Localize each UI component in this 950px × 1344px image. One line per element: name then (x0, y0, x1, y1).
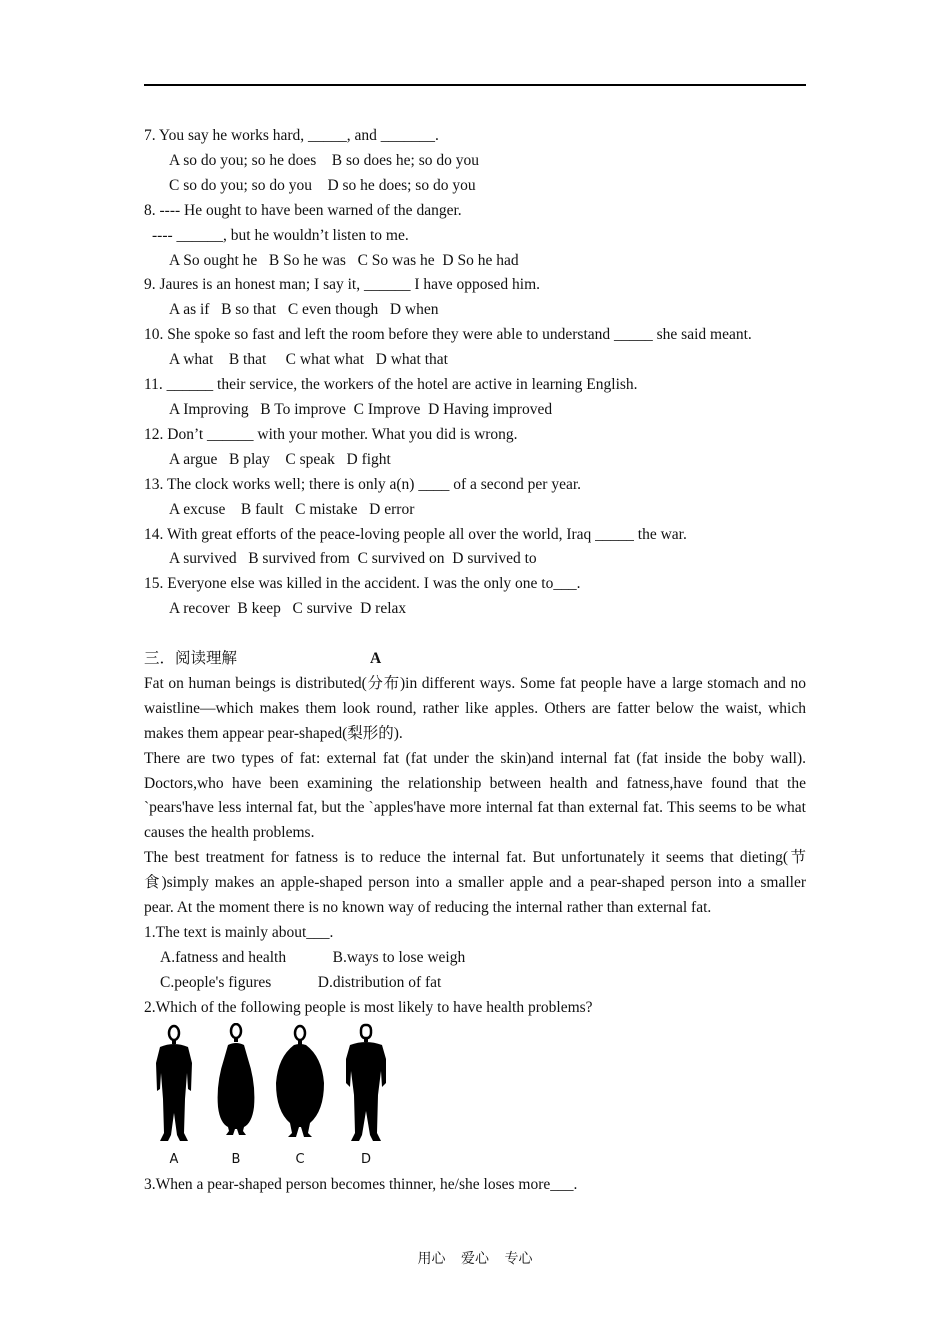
question-stem: 14. With great efforts of the peace-loving people all over the world, Iraq _____ the war. (144, 525, 687, 543)
document-body (144, 124, 806, 1198)
figure-b (210, 1023, 262, 1173)
passage-paragraph: The best treatment for fatness is to reduce the internal fat. But unfortunately it seems that dieting(节食)simply makes an apple-shaped person into a smaller apple and a pear-shaped person into a smaller pear. At the moment there is no known way of reducing the internal rather than external fat. (144, 849, 806, 917)
header-rule (144, 84, 806, 86)
question-8 (144, 199, 806, 274)
body-silhouette-c-icon (274, 1023, 326, 1153)
question-options: A Improving B To improve C Improve D Having improved (169, 400, 553, 418)
body-silhouette-a-icon (148, 1023, 200, 1153)
passage-paragraph: Fat on human beings is distributed(分布)in different ways. Some fat people have a large stomach and no waistline—which makes them look round, rather like apples. Others are fatter below the waist, which makes them appear pear-shaped(梨形的). (144, 674, 806, 742)
question-stem: 11. ______ their service, the workers of the hotel are active in learning English. (144, 376, 638, 394)
question-options: A survived B survived from C survived on D survived to (169, 550, 537, 568)
reading-question-1: 1.The text is mainly about___. (144, 923, 334, 941)
body-shape-figures (144, 1023, 806, 1173)
question-stem: 7. You say he works hard, _____, and _______. (144, 127, 439, 144)
figure-label: A (169, 1151, 179, 1167)
question-stem: 10. She spoke so fast and left the room before they were able to understand _____ she said meant. (144, 326, 752, 344)
question-13 (144, 473, 806, 523)
body-silhouette-d-icon (340, 1023, 392, 1153)
question-stem: 13. The clock works well; there is only a(n) ____ of a second per year. (144, 475, 582, 493)
question-stem: 15. Everyone else was killed in the accident. I was the only one to___. (144, 575, 581, 593)
question-14 (144, 523, 806, 573)
question-stem: 12. Don’t ______ with your mother. What you did is wrong. (144, 425, 518, 443)
reading-question-1-options: C.people's figures D.distribution of fat (160, 973, 442, 991)
figure-c (274, 1023, 326, 1173)
question-options: A what B that C what what D what that (169, 351, 448, 369)
question-options: A so do you; so he does B so does he; so do you (169, 151, 479, 169)
question-11 (144, 373, 806, 423)
question-7 (144, 124, 806, 199)
section-title: 三．阅读理解 (144, 650, 238, 668)
question-9 (144, 273, 806, 323)
question-reply: ---- ______, but he wouldn’t listen to me. (152, 226, 409, 244)
question-options: C so do you; so do you D so he does; so do you (169, 176, 476, 194)
question-10 (144, 323, 806, 373)
body-silhouette-b-icon (210, 1023, 262, 1153)
reading-question-3: 3.When a pear-shaped person becomes thinner, he/she loses more___. (144, 1175, 578, 1193)
question-options: A argue B play C speak D fight (169, 450, 391, 468)
question-options: A as if B so that C even though D when (169, 301, 439, 319)
reading-question-2: 2.Which of the following people is most likely to have health problems? (144, 998, 593, 1016)
passage-label: A (370, 650, 382, 668)
figure-a (148, 1023, 200, 1173)
question-stem: 9. Jaures is an honest man; I say it, ______ I have opposed him. (144, 276, 541, 294)
question-options: A excuse B fault C mistake D error (169, 500, 415, 518)
figure-label: C (295, 1151, 305, 1167)
question-stem: 8. ---- He ought to have been warned of the danger. (144, 201, 462, 219)
spacer (144, 622, 806, 647)
question-options: A So ought he B So he was C So was he D So he had (169, 251, 519, 269)
figure-label: D (360, 1151, 371, 1167)
page-footer: 用心 爱心 专心 (417, 1252, 533, 1267)
reading-question-1-options: A.fatness and health B.ways to lose weigh (160, 948, 466, 966)
question-options: A recover B keep C survive D relax (169, 600, 407, 618)
passage-paragraph: There are two types of fat: external fat (fat under the skin)and internal fat (fat inside the boby wall). Doctors,who have been examining the relationship between health and fatness,have found that the `pears'have less internal fat, but the `apples'have more internal fat than external fat. This seems to be what causes the health problems. (144, 749, 806, 842)
figure-label: B (231, 1151, 241, 1167)
section-heading (144, 647, 806, 672)
figure-d (340, 1023, 392, 1173)
question-15 (144, 572, 806, 622)
question-12 (144, 423, 806, 473)
